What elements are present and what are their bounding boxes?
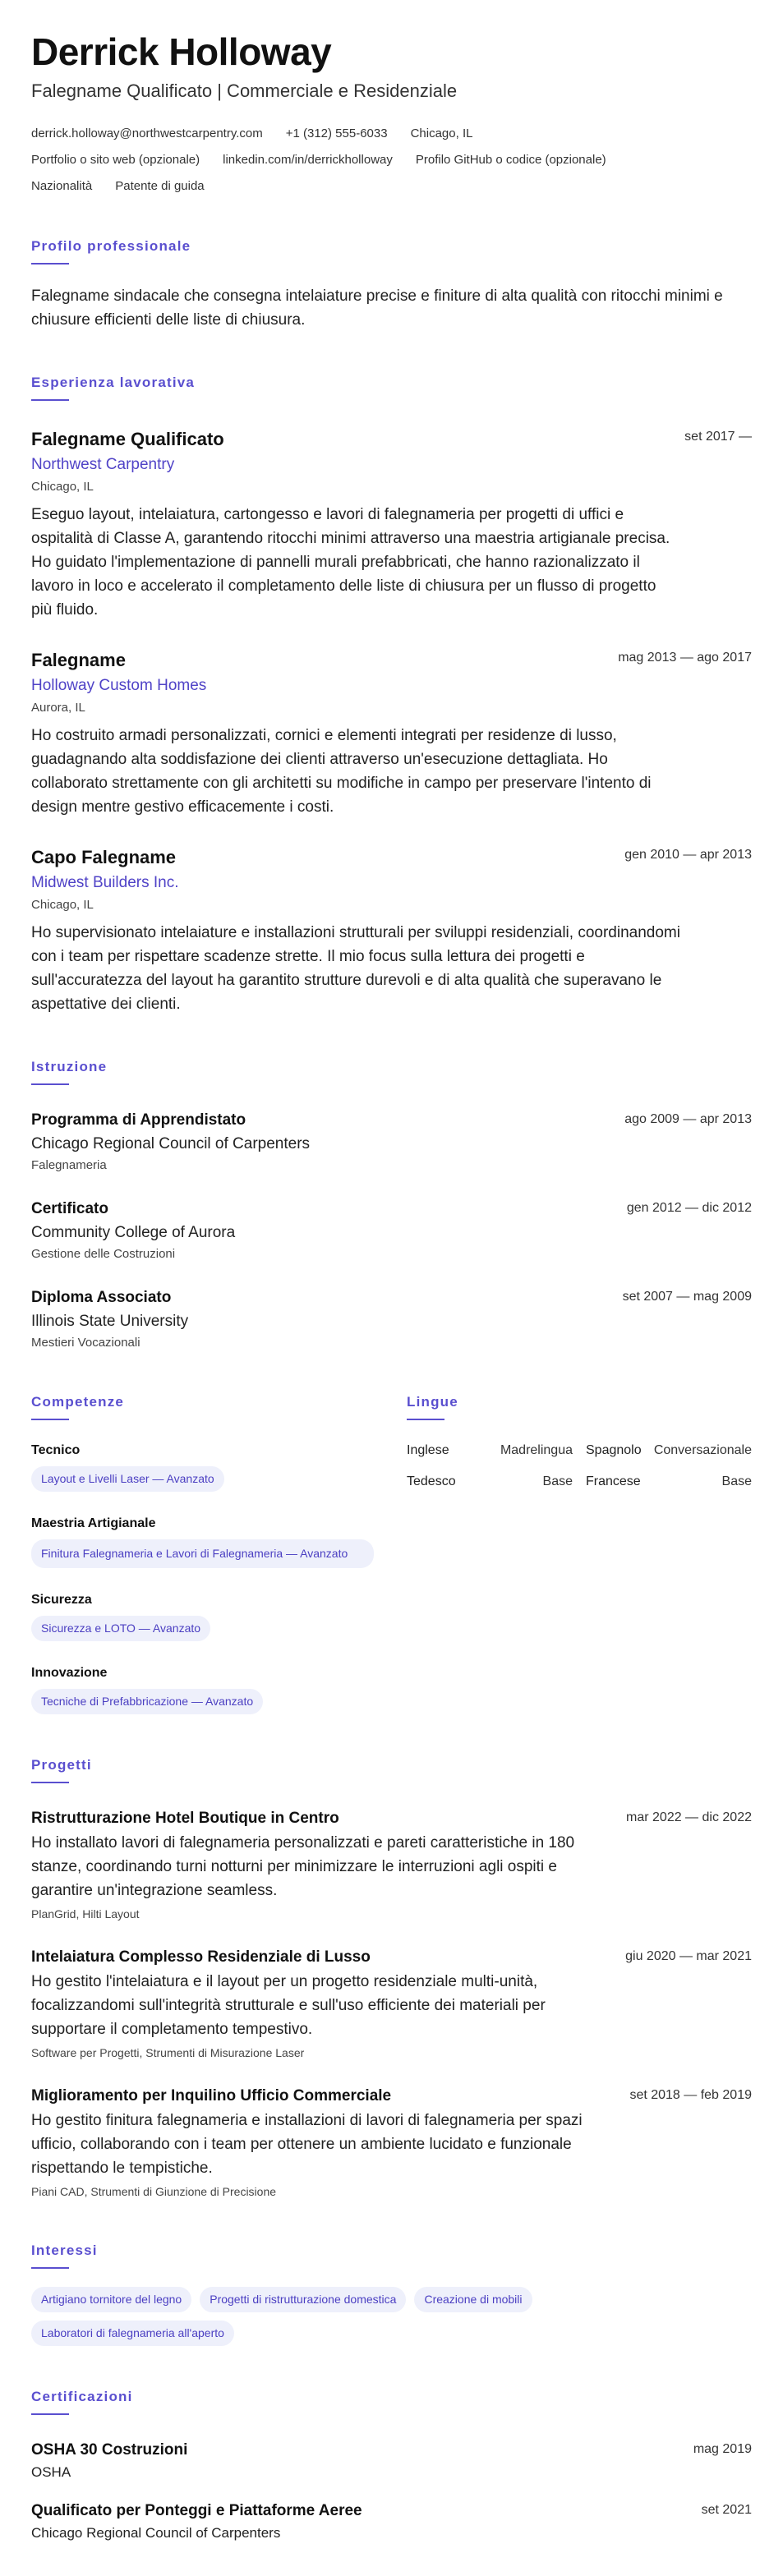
- education-date: ago 2009 — apr 2013: [624, 1112, 752, 1126]
- job-description: Ho costruito armadi personalizzati, cornici e elementi integrati per residenze di lusso, guadagnando alta soddisfazione dei clienti attraverso un'esecuzione dettagliata. Ho collaborato strettamente con gli architetti su modifiche in campo per preservare l'intento di design mentre gestivo efficacemente i costi.: [31, 727, 652, 816]
- interest-chip: Artigiano tornitore del legno: [31, 2287, 191, 2312]
- education-degree: Certificato: [31, 1200, 108, 1217]
- contact-row-2: [31, 151, 752, 169]
- language-item: [407, 1473, 573, 1491]
- education-degree: Programma di Apprendistato: [31, 1111, 246, 1129]
- section-languages: [407, 1394, 752, 1714]
- contact-github[interactable]: Profilo GitHub o codice (opzionale): [415, 153, 606, 167]
- experience-entry: [31, 648, 752, 819]
- section-title-skills: Competenze: [31, 1394, 125, 1410]
- language-name: Tedesco: [407, 1474, 456, 1488]
- section-experience: [31, 375, 752, 1016]
- education-field: Falegnameria: [31, 1158, 107, 1172]
- job-title: Capo Falegname: [31, 847, 177, 867]
- project-description: Ho gestito l'intelaiatura e il layout per un progetto residenziale multi-unità, focalizzandomi sull'integrità strutturale e sull'uso efficiente dei materiali per supportare il completamento tempestivo.: [31, 1973, 546, 2038]
- project-tools: Software per Progetti, Strumenti di Misurazione Laser: [31, 2046, 305, 2059]
- job-company: Midwest Builders Inc.: [31, 874, 179, 891]
- language-level: Madrelingua: [500, 1443, 573, 1457]
- certification-name: Qualificato per Ponteggi e Piattaforme Aeree: [31, 2502, 362, 2519]
- education-date: set 2007 — mag 2009: [622, 1290, 752, 1304]
- skill-chip: Tecniche di Prefabbricazione — Avanzato: [31, 1689, 263, 1714]
- job-title: Falegname Qualificato: [31, 429, 224, 449]
- job-description: Eseguo layout, intelaiatura, cartongesso e lavori di falegnameria per progetti di uffici e ospitalità di Classe A, garantendo ritocchi minimi attraverso una maestria artigianale precisa. Ho guidato l'implementazione di pannelli murali prefabbricati, che hanno razionalizzato il lavoro in loco e accelerato il completamento delle liste di chiusura per un flusso di progetto più fluido.: [31, 506, 670, 619]
- project-description: Ho installato lavori di falegnameria personalizzati e pareti caratteristiche in 180 stanze, coordinando turni notturni per minimizzare le interruzioni agli ospiti e garantire un'integrazione seamless.: [31, 1834, 575, 1899]
- contact-license: Patente di guida: [115, 179, 205, 193]
- certification-date: mag 2019: [693, 2442, 752, 2456]
- project-date: giu 2020 — mar 2021: [625, 1949, 752, 1963]
- profile-summary: Falegname sindacale che consegna intelaiature precise e finiture di alta qualità con ritocchi minimi e chiusure efficienti delle liste di chiusura.: [31, 288, 723, 329]
- section-divider: [31, 399, 69, 401]
- certification-entry: [31, 2440, 752, 2482]
- section-certifications: [31, 2389, 752, 2543]
- education-field: Gestione delle Costruzioni: [31, 1247, 176, 1261]
- job-location: Aurora, IL: [31, 701, 85, 715]
- skill-group-name: Innovazione: [31, 1666, 108, 1680]
- job-company: Northwest Carpentry: [31, 456, 175, 473]
- job-date: gen 2010 — apr 2013: [624, 848, 752, 862]
- interest-chip: Laboratori di falegnameria all'aperto: [31, 2321, 234, 2346]
- project-tools: PlanGrid, Hilti Layout: [31, 1907, 140, 1920]
- skills-languages-row: [31, 1394, 752, 1714]
- section-divider: [31, 1083, 69, 1085]
- section-title-interests: Interessi: [31, 2242, 98, 2258]
- section-title-languages: Lingue: [407, 1394, 458, 1410]
- job-location: Chicago, IL: [31, 898, 94, 912]
- section-title-certifications: Certificazioni: [31, 2389, 133, 2404]
- certification-date: set 2021: [701, 2503, 752, 2517]
- certification-issuer: OSHA: [31, 2464, 71, 2480]
- section-divider: [407, 1419, 444, 1420]
- section-title-education: Istruzione: [31, 1059, 108, 1074]
- resume-header: [31, 30, 752, 196]
- skill-group: [31, 1442, 374, 1492]
- section-divider: [31, 2413, 69, 2415]
- section-divider: [31, 1782, 69, 1783]
- project-entry: [31, 2086, 752, 2200]
- language-name: Inglese: [407, 1443, 449, 1457]
- project-name: Intelaiatura Complesso Residenziale di Lusso: [31, 1948, 371, 1966]
- section-projects: [31, 1757, 752, 2200]
- section-title-experience: Esperienza lavorativa: [31, 375, 196, 390]
- education-entry: [31, 1198, 752, 1263]
- education-field: Mestieri Vocazionali: [31, 1336, 140, 1350]
- education-entry: [31, 1110, 752, 1174]
- skill-chip: Finitura Falegnameria e Lavori di Falegnameria — Avanzato: [31, 1539, 374, 1568]
- language-name: Spagnolo: [586, 1443, 642, 1457]
- job-company: Holloway Custom Homes: [31, 677, 207, 694]
- contact-city: Chicago, IL: [410, 126, 473, 140]
- skill-chip: Layout e Livelli Laser — Avanzato: [31, 1466, 224, 1492]
- section-interests: [31, 2242, 752, 2346]
- interest-chip: Progetti di ristrutturazione domestica: [200, 2287, 406, 2312]
- language-level: Conversazionale: [653, 1443, 752, 1457]
- language-item: [586, 1473, 752, 1491]
- education-institution: Illinois State University: [31, 1313, 189, 1330]
- contact-row-1: [31, 125, 752, 143]
- language-level: Base: [542, 1474, 573, 1488]
- section-title-profile: Profilo professionale: [31, 238, 191, 254]
- skill-group: [31, 1664, 374, 1714]
- contact-portfolio[interactable]: Portfolio o sito web (opzionale): [31, 153, 200, 167]
- skill-group-name: Maestria Artigianale: [31, 1516, 156, 1530]
- job-location: Chicago, IL: [31, 480, 94, 494]
- education-institution: Community College of Aurora: [31, 1224, 236, 1241]
- skill-group-name: Tecnico: [31, 1443, 81, 1457]
- job-title: Falegname: [31, 650, 126, 670]
- section-divider: [31, 2267, 69, 2269]
- contact-phone[interactable]: +1 (312) 555-6033: [285, 126, 388, 140]
- contact-row-3: [31, 177, 752, 196]
- section-title-projects: Progetti: [31, 1757, 92, 1773]
- education-entry: [31, 1287, 752, 1351]
- education-date: gen 2012 — dic 2012: [626, 1201, 752, 1215]
- skill-chip: Sicurezza e LOTO — Avanzato: [31, 1616, 210, 1641]
- section-divider: [31, 263, 69, 264]
- section-profile: [31, 238, 752, 332]
- language-item: [407, 1442, 573, 1460]
- skill-group: [31, 1515, 374, 1568]
- education-institution: Chicago Regional Council of Carpenters: [31, 1135, 311, 1152]
- certification-name: OSHA 30 Costruzioni: [31, 2441, 188, 2459]
- project-name: Ristrutturazione Hotel Boutique in Centro: [31, 1810, 339, 1827]
- experience-entry: [31, 845, 752, 1016]
- certification-issuer: Chicago Regional Council of Carpenters: [31, 2525, 281, 2541]
- project-description: Ho gestito finitura falegnameria e installazioni di lavori di falegnameria per spazi ufficio, collaborando con i team per ottenere un ambiente lucidato e funzionale rispettando le tempistiche.: [31, 2112, 583, 2177]
- skill-group: [31, 1591, 374, 1641]
- candidate-name: Derrick Holloway: [31, 30, 332, 73]
- interests-list: [31, 2287, 606, 2346]
- candidate-title: Falegname Qualificato | Commerciale e Residenziale: [31, 80, 458, 101]
- interest-chip: Creazione di mobili: [414, 2287, 532, 2312]
- job-description: Ho supervisionato intelaiature e installazioni strutturali per sviluppi residenziali, coordinandomi con i team per rispettare scadenze strette. Il mio focus sulla lettura dei progetti e sull'accuratezza del layout ha garantito strutture durevoli e di alta qualità che superavano le aspettative dei clienti.: [31, 924, 680, 1013]
- skill-group-name: Sicurezza: [31, 1593, 92, 1607]
- project-name: Miglioramento per Inquilino Ufficio Commerciale: [31, 2087, 392, 2104]
- section-skills: [31, 1394, 374, 1714]
- languages-grid: [407, 1442, 752, 1504]
- language-name: Francese: [586, 1474, 641, 1488]
- project-date: mar 2022 — dic 2022: [626, 1810, 752, 1824]
- language-item: [586, 1442, 752, 1460]
- project-entry: [31, 1947, 752, 2061]
- project-entry: [31, 1808, 752, 1922]
- contact-linkedin[interactable]: linkedin.com/in/derrickholloway: [223, 153, 393, 167]
- section-education: [31, 1059, 752, 1351]
- certification-entry: [31, 2500, 752, 2543]
- section-divider: [31, 1419, 69, 1420]
- contact-email[interactable]: derrick.holloway@northwestcarpentry.com: [31, 126, 263, 140]
- project-date: set 2018 — feb 2019: [629, 2088, 752, 2102]
- experience-entry: [31, 427, 752, 622]
- job-date: set 2017 —: [684, 430, 752, 444]
- language-level: Base: [721, 1474, 752, 1488]
- project-tools: Piani CAD, Strumenti di Giunzione di Precisione: [31, 2185, 277, 2198]
- contact-nationality: Nazionalità: [31, 179, 93, 193]
- education-degree: Diploma Associato: [31, 1289, 172, 1306]
- job-date: mag 2013 — ago 2017: [618, 651, 752, 665]
